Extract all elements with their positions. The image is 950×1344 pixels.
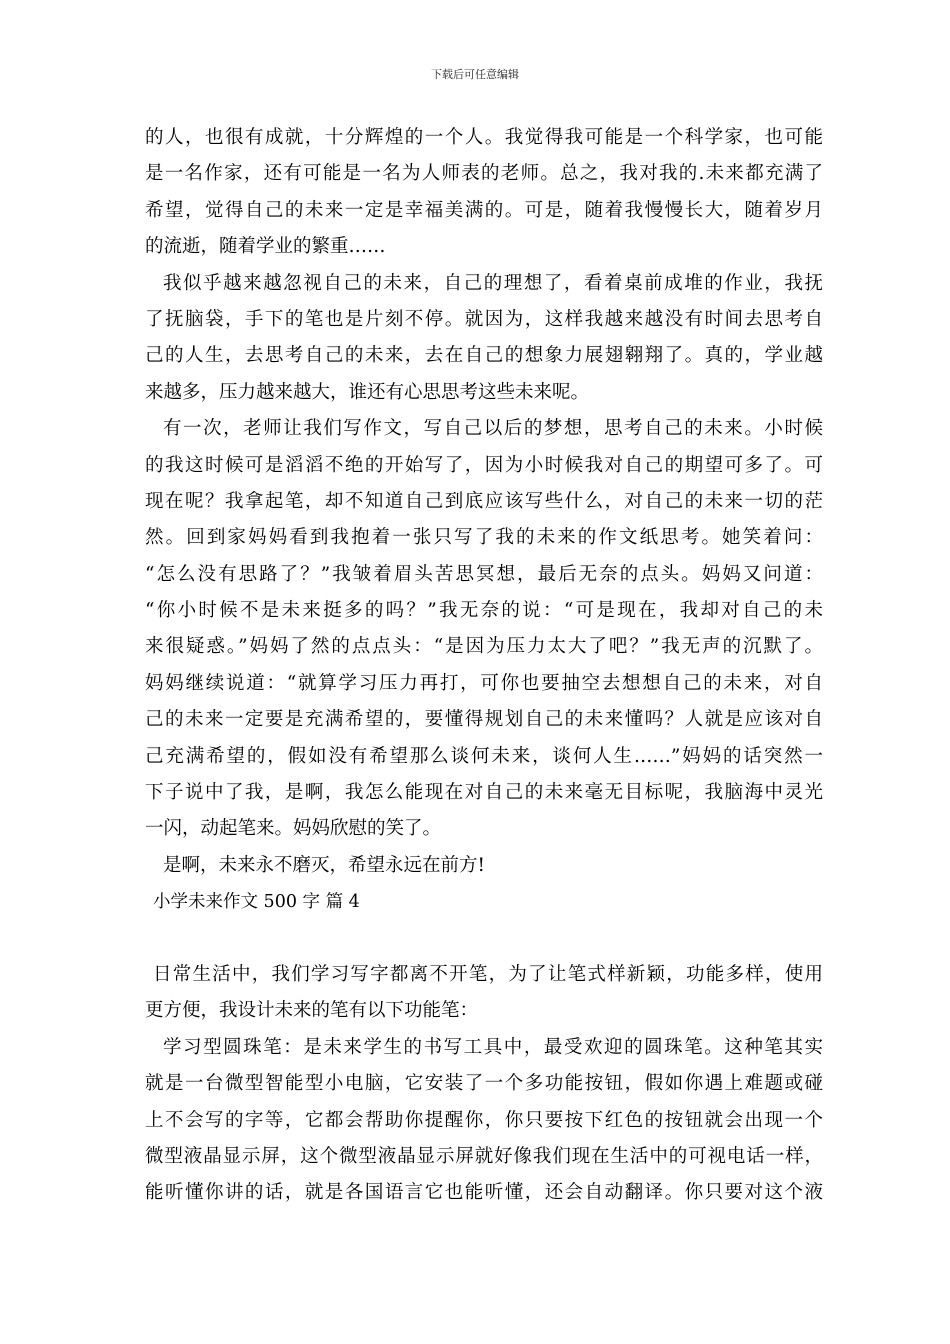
text-line: 我似乎越来越忽视自己的未来，自己的理想了，看着桌前成堆的作业，我抚 [163, 272, 823, 294]
text-line: 现在呢？我拿起笔，却不知道自己到底应该写些什么，对自己的未来一切的茫 [145, 490, 823, 512]
text-line: 然。回到家妈妈看到我抱着一张只写了我的未来的作文纸思考。她笑着问： [145, 527, 823, 549]
text-line: 来很疑惑。”妈妈了然的点点头：“是因为压力太大了吧？”我无声的沉默了。 [145, 636, 823, 658]
text-line: 己的未来一定要是充满希望的，要懂得规划自己的未来懂吗？人就是应该对自 [145, 709, 823, 731]
text-line: 的人，也很有成就，十分辉煌的一个人。我觉得我可能是一个科学家，也可能 [145, 127, 823, 148]
text-line: 来越多，压力越来越大，谁还有心思思考这些未来呢。 [145, 381, 590, 403]
text-line: 妈妈继续说道：“就算学习压力再打，可你也要抽空去想想自己的未来，对自 [145, 672, 823, 694]
text-line: 能听懂你讲的话，就是各国语言它也能听懂，还会自动翻译。你只要对这个液 [145, 1182, 823, 1204]
text-line: “怎么没有思路了？”我皱着眉头苦思冥想，最后无奈的点头。妈妈又问道： [145, 563, 823, 585]
text-line: 己的人生，去思考自己的未来，去在自己的想象力展翅翱翔了。真的，学业越 [145, 345, 823, 367]
text-line: 有一次，老师让我们写作文，写自己以后的梦想，思考自己的未来。小时候 [163, 418, 823, 440]
text-line: 上不会写的字等，它都会帮助你提醒你，你只要按下红色的按钮就会出现一个 [145, 1109, 823, 1131]
text-line: 是啊，未来永不磨灭，希望永远在前方! [163, 854, 485, 876]
text-line: 微型液晶显示屏，这个微型液晶显示屏就好像我们现在生活中的可视电话一样， [145, 1145, 823, 1167]
text-line: 是一名作家，还有可能是一名为人师表的老师。总之，我对我的.未来都充满了 [145, 163, 823, 185]
page-header: 下载后可任意编辑 [431, 68, 519, 81]
text-line: 了抚脑袋，手下的笔也是片刻不停。就因为，这样我越来越没有时间去思考自 [145, 308, 823, 330]
section-heading: 小学未来作文 500 字 篇 4 [153, 892, 360, 913]
text-line: 日常生活中，我们学习写字都离不开笔，为了让笔式样新颖，功能多样，使用 [153, 963, 823, 985]
blank-line [145, 921, 823, 957]
text-line: 希望，觉得自己的未来一定是幸福美满的。可是，随着我慢慢长大，随着岁月 [145, 199, 823, 221]
text-line: 的流逝，随着学业的繁重…… [145, 236, 386, 258]
text-line: 就是一台微型智能型小电脑，它安装了一个多功能按钮，假如你遇上难题或碰 [145, 1073, 823, 1095]
text-line: 学习型圆珠笔：是未来学生的书写工具中，最受欢迎的圆珠笔。这种笔其实 [163, 1036, 823, 1058]
text-line: “你小时候不是未来挺多的吗？”我无奈的说：“可是现在，我却对自己的未 [145, 600, 823, 622]
text-line: 一闪，动起笔来。妈妈欣慰的笑了。 [145, 818, 442, 840]
text-line: 己充满希望的，假如没有希望那么谈何未来，谈何人生……”妈妈的话突然一 [145, 745, 823, 767]
document-body [145, 120, 823, 1212]
text-line: 的我这时候可是滔滔不绝的开始写了，因为小时候我对自己的期望可多了。可 [145, 454, 823, 476]
text-line: 更方便，我设计未来的笔有以下功能笔： [145, 1000, 479, 1022]
text-line: 下子说中了我，是啊，我怎么能现在对自己的未来毫无目标呢，我脑海中灵光 [145, 782, 823, 804]
